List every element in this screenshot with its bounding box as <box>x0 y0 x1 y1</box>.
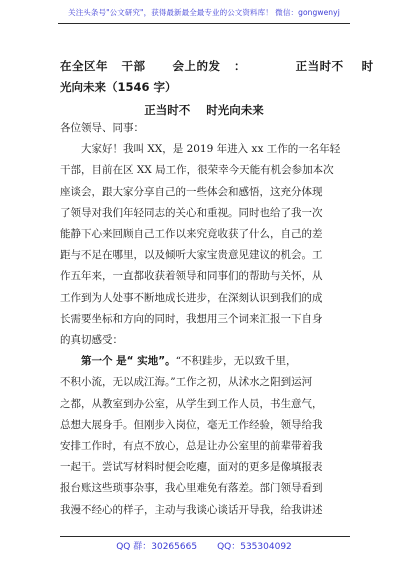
paragraph-1-line: 距与不足在哪里，以及倾听大家宝贵意见建议的机会。工 <box>60 249 323 262</box>
paragraph-2-first-line <box>60 351 350 372</box>
paragraph-2-line: 总想大展身手。但刚步入岗位，毫无工作经验，领导给我 <box>60 418 323 431</box>
paragraph-2-line: 报台账这些琐事杂事，我心里难免有落差。部门领导看到 <box>60 482 323 495</box>
paragraph-1-line: 长需要坐标和方向的同时，我想用三个词来汇报一下自身 <box>60 312 323 325</box>
paragraph-1-line: 座谈会，跟大家分享自己的一些体会和感悟，这充分体现 <box>60 185 323 198</box>
paragraph-2-line-0: “不积跬步，无以致千里， <box>175 355 297 368</box>
paragraph-2-line: 安排工作时，有点不放心，总是让办公室里的前辈带着我 <box>60 440 323 453</box>
greeting: 各位领导、同事： <box>60 122 144 134</box>
document-title-line1: 在全区年 干部 会上的发 ： 正当时不 时 <box>60 59 374 73</box>
paragraph-2-line: 之都，从教室到办公室，从学生到工作人员，书生意气， <box>60 397 323 410</box>
paragraph-1-line: 作五年来，一直都收获着领导和同事们的帮助与关怀，从 <box>60 270 323 283</box>
paragraph-1-line: 的真切感受： <box>60 334 123 347</box>
paragraph-2-line: 一起干。尝试写材料时便会吃瘪，面对的更多是像填报表 <box>60 461 323 474</box>
header-note: 关注头条号"公文研究"，获得最新最全最专业的公文资料库！ 微信：gongwenyj <box>68 8 340 17</box>
section-heading: 第一个 是“ 实地”。 <box>81 355 176 368</box>
paragraph-2 <box>60 351 350 521</box>
header-divider <box>58 23 350 24</box>
paragraph-1 <box>60 139 350 351</box>
footer <box>0 539 408 552</box>
paragraph-1-line: 工作到为人处事不断地成长进步，在深刻认识到我们的成 <box>60 291 323 304</box>
paragraph-1-line: 了领导对我们年轻同志的关心和重视。同时也给了我一次 <box>60 206 323 219</box>
paragraph-2-rest <box>60 372 350 520</box>
footer-qq: QQ：535304092 <box>217 542 292 552</box>
footer-divider <box>60 536 350 537</box>
document-title-line2: 光向未来（1546 字） <box>60 80 177 94</box>
paragraph-2-line: 不积小流，无以成江海。”工作之初，从沭水之阳到运河 <box>60 376 313 389</box>
paragraph-1-line: 能静下心来回顾自己工作以来究竟收获了什么，自己的差 <box>60 228 323 241</box>
footer-qq-group: QQ 群：30265665 <box>116 542 198 552</box>
paragraph-1-line: 干部，目前在区 XX 局工作，很荣幸今天能有机会参加本次 <box>60 164 334 177</box>
document-body <box>60 118 350 521</box>
document-subtitle: 正当时不 时光向未来 <box>144 103 264 117</box>
paragraph-2-line: 我漫不经心的样子，主动与我谈心谈话开导我，给我讲述 <box>60 503 323 516</box>
paragraph-1-line: 大家好！我叫 XX，是 2019 年进入 xx 工作的一名年轻 <box>81 143 341 156</box>
